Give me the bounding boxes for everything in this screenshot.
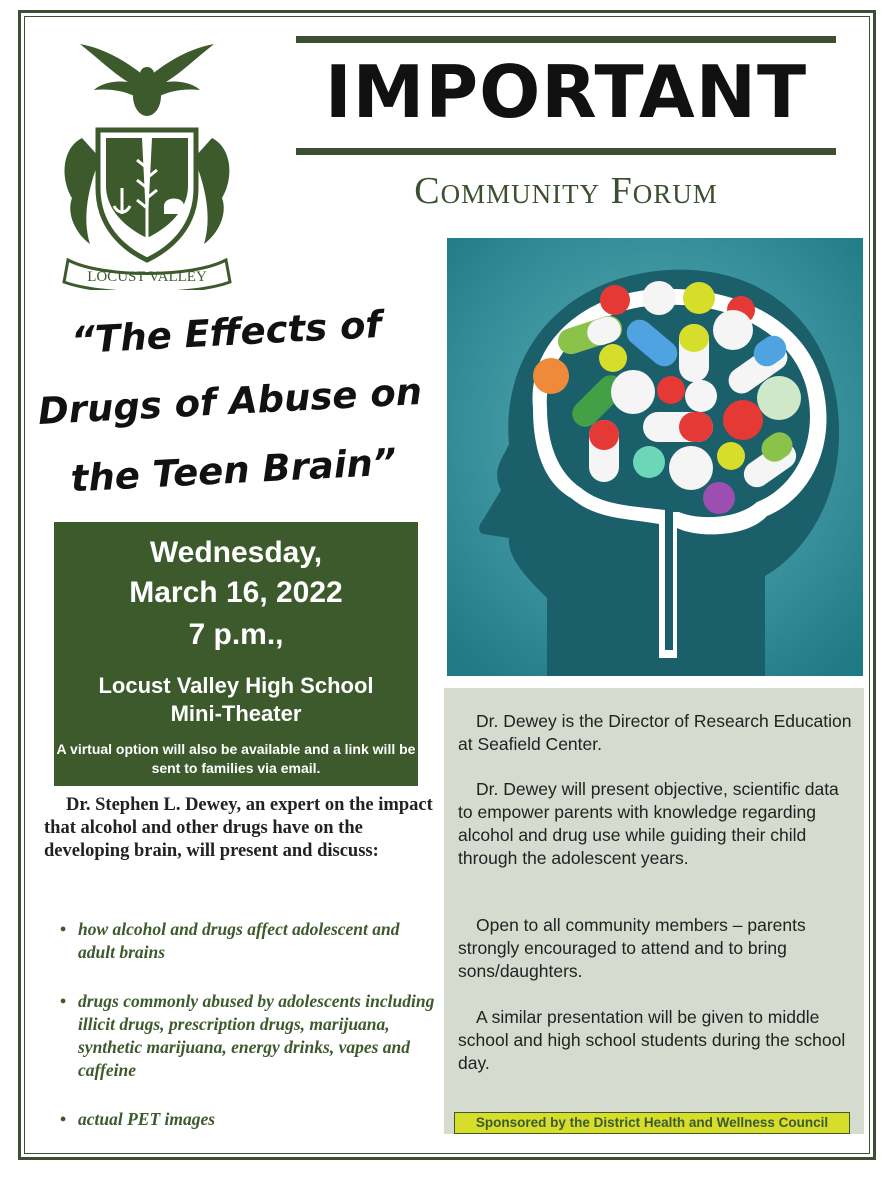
school-crest-icon	[42, 38, 252, 290]
title-line-3: the Teen Brain”	[69, 440, 398, 501]
speaker-intro: Dr. Stephen L. Dewey, an expert on the impact that alcohol and other drugs have on the developing brain, will present and discuss:	[44, 795, 433, 861]
header-rule-bottom	[296, 148, 836, 155]
topic-list	[58, 918, 438, 1157]
event-venue-line-1: Locust Valley High School	[98, 673, 374, 698]
brain-pills-illustration	[447, 238, 863, 676]
crest-banner-text: LOCUST VALLEY	[87, 269, 207, 285]
topic-item: • drugs commonly abused by adolescents including illicit drugs, prescription drugs, marijuana, synthetic marijuana, energy drinks, vapes and caffeine	[58, 990, 438, 1082]
event-time: 7 p.m.,	[188, 618, 284, 651]
event-venue-line-2: Mini-Theater	[170, 701, 302, 726]
title-line-1: “The Effects of	[70, 302, 383, 363]
info-paragraph-4: A similar presentation will be given to middle school and high school students during the school day.	[458, 1007, 846, 1073]
info-paragraph-3: Open to all community members – parents strongly encouraged to attend and to bring sons/daughters.	[458, 915, 806, 981]
sponsor-banner: Sponsored by the District Health and Wellness Council	[454, 1112, 850, 1134]
event-title	[25, 288, 435, 516]
event-date: March 16, 2022	[129, 576, 343, 609]
page-subhead: Community Forum	[414, 170, 718, 212]
topic-item: • how alcohol and drugs affect adolescent and adult brains	[58, 918, 438, 964]
event-day: Wednesday,	[149, 536, 323, 569]
topic-item: • actual PET images	[58, 1108, 438, 1131]
page-headline: IMPORTANT	[324, 50, 808, 134]
event-details-box	[54, 522, 418, 786]
virtual-option-note: A virtual option will also be available and a link will be sent to families via email.	[56, 741, 416, 776]
header-rule-top	[296, 36, 836, 43]
speaker-info-panel	[444, 688, 864, 1134]
info-paragraph-1: Dr. Dewey is the Director of Research Education at Seafield Center.	[458, 711, 852, 754]
title-line-2: Drugs of Abuse on	[36, 369, 424, 434]
info-paragraph-2: Dr. Dewey will present objective, scientific data to empower parents with knowledge regarding alcohol and drug use while guiding their child through the adolescent years.	[458, 779, 839, 868]
